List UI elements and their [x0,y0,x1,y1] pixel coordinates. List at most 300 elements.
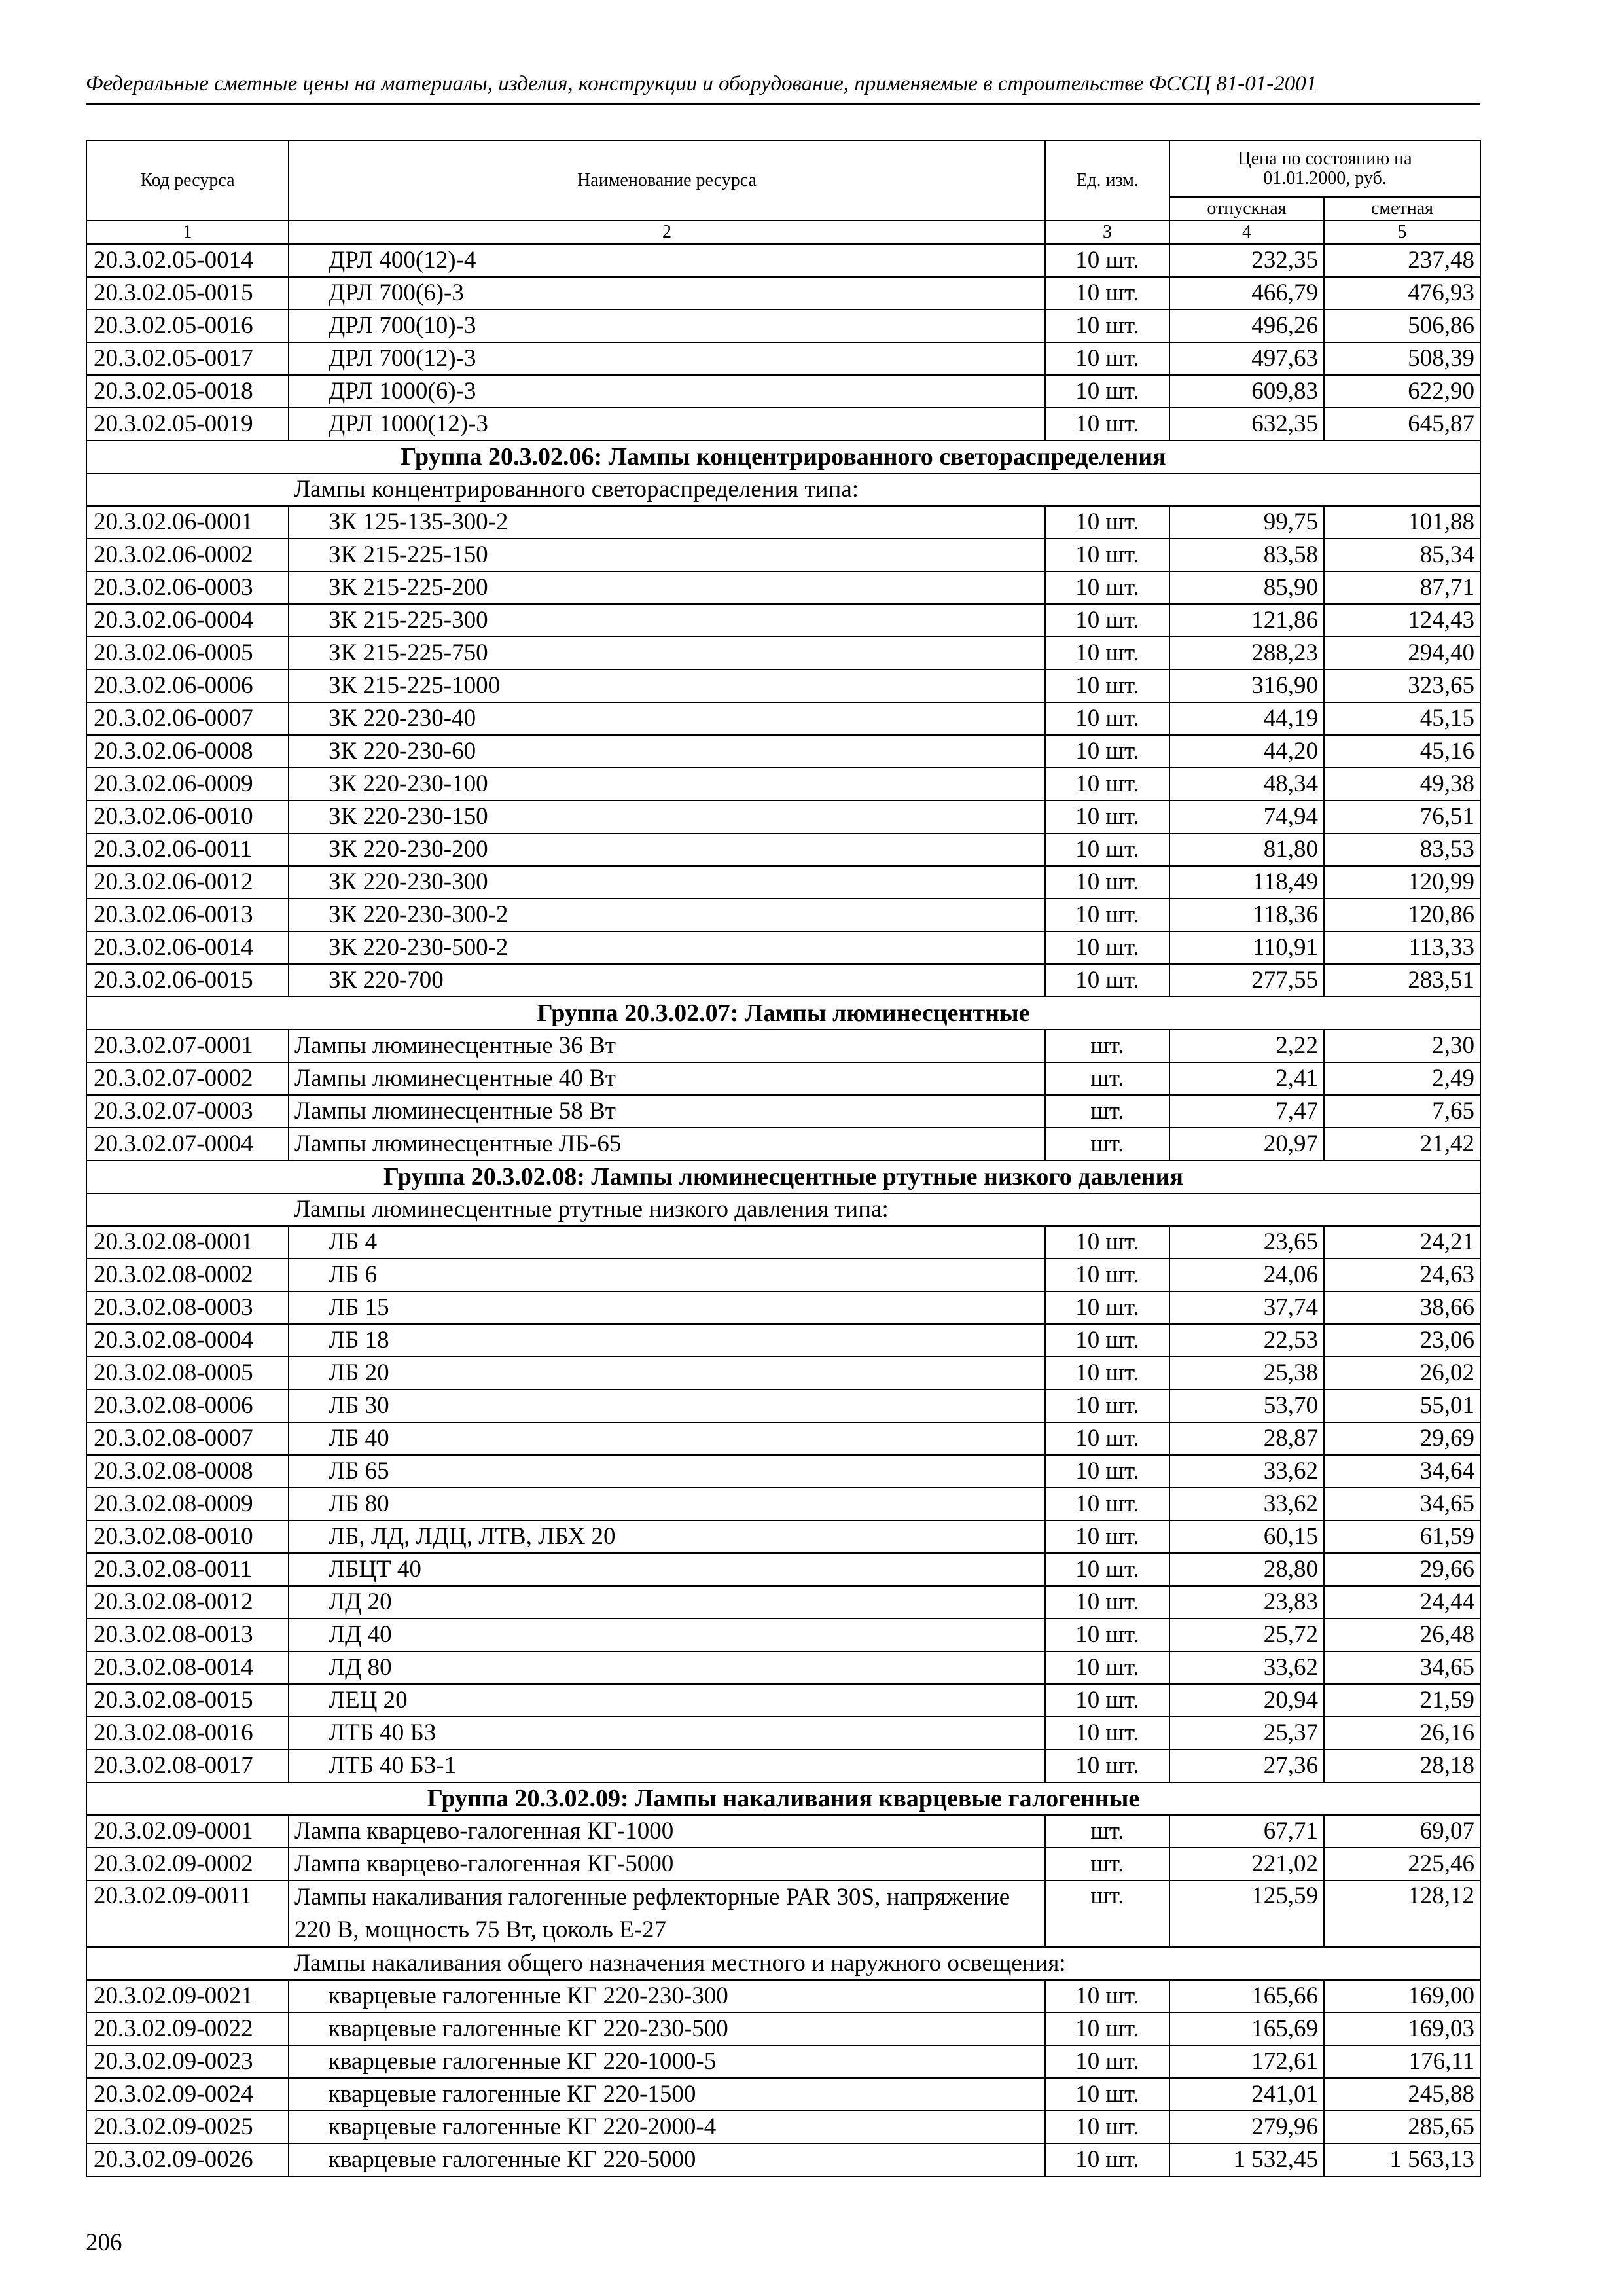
table-row [86,1390,1480,1422]
header-rule [86,103,1480,105]
resource-name: ЛБ, ЛД, ЛДЦ, ЛТВ, ЛБХ 20 [289,1520,1045,1553]
unit: 10 шт. [1045,244,1169,277]
price-estimate: 34,65 [1324,1488,1480,1520]
resource-name: ЗК 220-230-40 [289,702,1045,735]
table-row [86,1520,1480,1553]
resource-name: ЗК 125-135-300-2 [289,506,1045,539]
unit: 10 шт. [1045,702,1169,735]
resource-code: 20.3.02.08-0003 [86,1291,289,1324]
resource-name: кварцевые галогенные КГ 220-1500 [289,2078,1045,2111]
price-release: 25,37 [1169,1717,1324,1749]
unit: 10 шт. [1045,310,1169,342]
unit: 10 шт. [1045,1455,1169,1488]
price-estimate: 283,51 [1324,964,1480,997]
group-heading-row [86,440,1480,473]
resource-code: 20.3.02.06-0006 [86,670,289,702]
subheading-row [86,1193,1480,1226]
price-estimate: 26,48 [1324,1619,1480,1651]
unit: 10 шт. [1045,931,1169,964]
price-estimate: 61,59 [1324,1520,1480,1553]
header-price: Цена по состоянию на 01.01.2000, руб. [1169,141,1480,197]
unit: 10 шт. [1045,768,1169,800]
unit: 10 шт. [1045,1586,1169,1619]
resource-name: ЛБ 30 [289,1390,1045,1422]
price-estimate: 34,64 [1324,1455,1480,1488]
resource-code: 20.3.02.09-0025 [86,2111,289,2144]
price-estimate: 29,66 [1324,1553,1480,1586]
price-release: 20,97 [1169,1128,1324,1160]
table-row [86,1030,1480,1062]
price-release: 85,90 [1169,571,1324,604]
resource-code: 20.3.02.05-0015 [86,277,289,310]
unit: шт. [1045,1062,1169,1095]
price-release: 110,91 [1169,931,1324,964]
price-release: 25,38 [1169,1357,1324,1390]
running-head: Федеральные сметные цены на материалы, изделия, конструкции и оборудование, применяемые в строительстве ФССЦ 81-01-2001 [86,72,1317,96]
table-row [86,1619,1480,1651]
unit: шт. [1045,1030,1169,1062]
group-heading: Группа 20.3.02.07: Лампы люминесцентные [86,997,1480,1030]
price-release: 23,65 [1169,1226,1324,1259]
resource-code: 20.3.02.09-0022 [86,2013,289,2045]
unit: 10 шт. [1045,1717,1169,1749]
resource-name: ЗК 215-225-150 [289,539,1045,571]
price-release: 1 532,45 [1169,2144,1324,2176]
price-estimate: 69,07 [1324,1815,1480,1848]
resource-name: Лампы люминесцентные ЛБ-65 [289,1128,1045,1160]
table-row [86,702,1480,735]
resource-code: 20.3.02.08-0007 [86,1422,289,1455]
table-row [86,768,1480,800]
unit: 10 шт. [1045,1259,1169,1291]
price-release: 99,75 [1169,506,1324,539]
unit: 10 шт. [1045,1324,1169,1357]
table-row [86,310,1480,342]
unit: 10 шт. [1045,506,1169,539]
table-row [86,1980,1480,2013]
unit: 10 шт. [1045,342,1169,375]
price-release: 118,36 [1169,899,1324,931]
resource-code: 20.3.02.08-0006 [86,1390,289,1422]
price-release: 165,69 [1169,2013,1324,2045]
price-release: 33,62 [1169,1651,1324,1684]
resource-name: ЗК 215-225-750 [289,637,1045,670]
unit: 10 шт. [1045,277,1169,310]
resource-code: 20.3.02.08-0015 [86,1684,289,1717]
unit: 10 шт. [1045,2013,1169,2045]
resource-name: ЛД 40 [289,1619,1045,1651]
resource-code: 20.3.02.06-0001 [86,506,289,539]
price-release: 125,59 [1169,1880,1324,1947]
price-estimate: 176,11 [1324,2045,1480,2078]
unit: 10 шт. [1045,1684,1169,1717]
price-estimate: 24,21 [1324,1226,1480,1259]
col-number: 4 [1169,221,1324,244]
table-row [86,1488,1480,1520]
table-body [86,244,1480,2176]
group-heading: Группа 20.3.02.06: Лампы концентрированного светораспределения [86,440,1480,473]
resource-code: 20.3.02.08-0013 [86,1619,289,1651]
resource-name: Лампа кварцево-галогенная КГ-1000 [289,1815,1045,1848]
table-row [86,1684,1480,1717]
resource-name: ЛД 80 [289,1651,1045,1684]
table-row [86,277,1480,310]
resource-code: 20.3.02.08-0005 [86,1357,289,1390]
table-row [86,506,1480,539]
resource-name: ЗК 220-230-300 [289,866,1045,899]
unit: 10 шт. [1045,604,1169,637]
unit: 10 шт. [1045,1390,1169,1422]
resource-name: ЛТБ 40 БЗ [289,1717,1045,1749]
resource-code: 20.3.02.08-0017 [86,1749,289,1782]
price-release: 22,53 [1169,1324,1324,1357]
price-release: 288,23 [1169,637,1324,670]
resource-name: ДРЛ 1000(6)-3 [289,375,1045,408]
resource-code: 20.3.02.08-0008 [86,1455,289,1488]
unit: 10 шт. [1045,800,1169,833]
price-release: 48,34 [1169,768,1324,800]
table-row [86,1128,1480,1160]
table-row [86,2111,1480,2144]
table-row [86,1553,1480,1586]
table-row [86,1324,1480,1357]
subheading: Лампы люминесцентные ртутные низкого давления типа: [86,1193,1480,1226]
unit: шт. [1045,1880,1169,1947]
table-row [86,866,1480,899]
group-heading: Группа 20.3.02.09: Лампы накаливания кварцевые галогенные [86,1782,1480,1815]
price-estimate: 323,65 [1324,670,1480,702]
price-estimate: 23,06 [1324,1324,1480,1357]
table-row [86,1291,1480,1324]
price-release: 33,62 [1169,1455,1324,1488]
resource-code: 20.3.02.08-0004 [86,1324,289,1357]
price-release: 28,87 [1169,1422,1324,1455]
table-row [86,1651,1480,1684]
resource-code: 20.3.02.06-0010 [86,800,289,833]
unit: 10 шт. [1045,866,1169,899]
price-release: 81,80 [1169,833,1324,866]
price-release: 53,70 [1169,1390,1324,1422]
header-price-release: отпускная [1169,197,1324,221]
unit: 10 шт. [1045,2111,1169,2144]
resource-name: ДРЛ 1000(12)-3 [289,408,1045,440]
resource-name: ДРЛ 700(6)-3 [289,277,1045,310]
price-estimate: 113,33 [1324,931,1480,964]
resource-name: Лампы люминесцентные 36 Вт [289,1030,1045,1062]
table-row [86,571,1480,604]
page-number: 206 [86,2229,122,2256]
resource-name: ЗК 215-225-300 [289,604,1045,637]
price-estimate: 1 563,13 [1324,2144,1480,2176]
unit: шт. [1045,1095,1169,1128]
price-release: 7,47 [1169,1095,1324,1128]
price-release: 609,83 [1169,375,1324,408]
table-row [86,2013,1480,2045]
price-release: 2,22 [1169,1030,1324,1062]
unit: шт. [1045,1128,1169,1160]
price-release: 44,20 [1169,735,1324,768]
unit: 10 шт. [1045,1520,1169,1553]
price-estimate: 476,93 [1324,277,1480,310]
resource-code: 20.3.02.06-0003 [86,571,289,604]
price-release: 60,15 [1169,1520,1324,1553]
price-estimate: 169,00 [1324,1980,1480,2013]
resource-code: 20.3.02.09-0026 [86,2144,289,2176]
resource-code: 20.3.02.09-0002 [86,1848,289,1880]
header-unit: Ед. изм. [1045,141,1169,221]
price-release: 33,62 [1169,1488,1324,1520]
table-row [86,375,1480,408]
table-row [86,931,1480,964]
price-estimate: 124,43 [1324,604,1480,637]
resource-name: ЗК 215-225-1000 [289,670,1045,702]
price-estimate: 645,87 [1324,408,1480,440]
price-estimate: 225,46 [1324,1848,1480,1880]
price-estimate: 622,90 [1324,375,1480,408]
price-release: 67,71 [1169,1815,1324,1848]
subheading-row [86,473,1480,506]
col-number: 3 [1045,221,1169,244]
price-estimate: 83,53 [1324,833,1480,866]
price-release: 74,94 [1169,800,1324,833]
resource-code: 20.3.02.08-0016 [86,1717,289,1749]
unit: 10 шт. [1045,1651,1169,1684]
col-number: 2 [289,221,1045,244]
resource-code: 20.3.02.06-0013 [86,899,289,931]
price-estimate: 21,59 [1324,1684,1480,1717]
unit: 10 шт. [1045,833,1169,866]
price-release: 279,96 [1169,2111,1324,2144]
unit: 10 шт. [1045,375,1169,408]
price-estimate: 21,42 [1324,1128,1480,1160]
unit: 10 шт. [1045,1749,1169,1782]
resource-code: 20.3.02.06-0011 [86,833,289,866]
table-row [86,604,1480,637]
resource-code: 20.3.02.06-0014 [86,931,289,964]
resource-name: ЗК 220-230-300-2 [289,899,1045,931]
price-release: 466,79 [1169,277,1324,310]
price-estimate: 294,40 [1324,637,1480,670]
price-estimate: 38,66 [1324,1291,1480,1324]
resource-code: 20.3.02.05-0019 [86,408,289,440]
unit: 10 шт. [1045,539,1169,571]
price-estimate: 45,15 [1324,702,1480,735]
price-estimate: 85,34 [1324,539,1480,571]
subheading-row [86,1947,1480,1980]
resource-name: ЛБ 18 [289,1324,1045,1357]
price-release: 118,49 [1169,866,1324,899]
price-release: 27,36 [1169,1749,1324,1782]
price-release: 20,94 [1169,1684,1324,1717]
resource-code: 20.3.02.05-0016 [86,310,289,342]
resource-name: ЛБ 4 [289,1226,1045,1259]
resource-code: 20.3.02.05-0014 [86,244,289,277]
table-row [86,408,1480,440]
price-release: 496,26 [1169,310,1324,342]
price-estimate: 76,51 [1324,800,1480,833]
unit: 10 шт. [1045,670,1169,702]
table-row [86,1455,1480,1488]
resource-code: 20.3.02.06-0015 [86,964,289,997]
unit: 10 шт. [1045,2045,1169,2078]
price-release: 25,72 [1169,1619,1324,1651]
table-row [86,1880,1480,1947]
resource-name: ЛБ 40 [289,1422,1045,1455]
group-heading: Группа 20.3.02.08: Лампы люминесцентные ртутные низкого давления [86,1160,1480,1193]
resource-code: 20.3.02.08-0009 [86,1488,289,1520]
price-estimate: 26,16 [1324,1717,1480,1749]
price-release: 221,02 [1169,1848,1324,1880]
resource-code: 20.3.02.08-0002 [86,1259,289,1291]
col-number: 5 [1324,221,1480,244]
price-estimate: 245,88 [1324,2078,1480,2111]
table-row [86,800,1480,833]
unit: 10 шт. [1045,1980,1169,2013]
resource-name: ЛБ 80 [289,1488,1045,1520]
price-release: 83,58 [1169,539,1324,571]
price-release: 23,83 [1169,1586,1324,1619]
resource-code: 20.3.02.06-0002 [86,539,289,571]
price-estimate: 101,88 [1324,506,1480,539]
resource-name: кварцевые галогенные КГ 220-230-500 [289,2013,1045,2045]
price-estimate: 24,63 [1324,1259,1480,1291]
resource-code: 20.3.02.06-0007 [86,702,289,735]
resource-name: ЛБ 65 [289,1455,1045,1488]
unit: 10 шт. [1045,964,1169,997]
resource-name: ЛБ 6 [289,1259,1045,1291]
table-row [86,1717,1480,1749]
table-row [86,1848,1480,1880]
resource-name: ЗК 220-700 [289,964,1045,997]
price-estimate: 24,44 [1324,1586,1480,1619]
unit: 10 шт. [1045,1619,1169,1651]
resource-name: ЗК 220-230-60 [289,735,1045,768]
resource-name: Лампа кварцево-галогенная КГ-5000 [289,1848,1045,1880]
price-estimate: 169,03 [1324,2013,1480,2045]
unit: 10 шт. [1045,2144,1169,2176]
resource-name: кварцевые галогенные КГ 220-1000-5 [289,2045,1045,2078]
resource-code: 20.3.02.07-0003 [86,1095,289,1128]
price-release: 632,35 [1169,408,1324,440]
table-row [86,1749,1480,1782]
table-row [86,1095,1480,1128]
price-estimate: 128,12 [1324,1880,1480,1947]
subheading: Лампы накаливания общего назначения местного и наружного освещения: [86,1947,1480,1980]
header-code: Код ресурса [86,141,289,221]
header-name: Наименование ресурса [289,141,1045,221]
group-heading-row [86,1160,1480,1193]
group-heading-row [86,997,1480,1030]
resource-code: 20.3.02.05-0018 [86,375,289,408]
resource-code: 20.3.02.09-0024 [86,2078,289,2111]
table-row [86,735,1480,768]
price-estimate: 34,65 [1324,1651,1480,1684]
unit: 10 шт. [1045,1357,1169,1390]
table-row [86,833,1480,866]
unit: 10 шт. [1045,408,1169,440]
resource-name: ЛЕЦ 20 [289,1684,1045,1717]
group-heading-row [86,1782,1480,1815]
resource-name: Лампы люминесцентные 40 Вт [289,1062,1045,1095]
unit: 10 шт. [1045,1291,1169,1324]
price-estimate: 285,65 [1324,2111,1480,2144]
resource-code: 20.3.02.06-0004 [86,604,289,637]
table-row [86,637,1480,670]
unit: 10 шт. [1045,571,1169,604]
table-row [86,2045,1480,2078]
resource-name: ЗК 215-225-200 [289,571,1045,604]
table-row [86,1259,1480,1291]
resource-code: 20.3.02.07-0001 [86,1030,289,1062]
resource-code: 20.3.02.08-0012 [86,1586,289,1619]
unit: 10 шт. [1045,637,1169,670]
price-release: 232,35 [1169,244,1324,277]
resource-code: 20.3.02.09-0011 [86,1880,289,1947]
unit: 10 шт. [1045,1488,1169,1520]
unit: шт. [1045,1848,1169,1880]
price-release: 24,06 [1169,1259,1324,1291]
price-estimate: 508,39 [1324,342,1480,375]
price-release: 277,55 [1169,964,1324,997]
resource-code: 20.3.02.06-0012 [86,866,289,899]
table-row [86,1586,1480,1619]
price-release: 172,61 [1169,2045,1324,2078]
unit: 10 шт. [1045,1422,1169,1455]
resource-code: 20.3.02.07-0004 [86,1128,289,1160]
header-price-estimate: сметная [1324,197,1480,221]
resource-name: кварцевые галогенные КГ 220-5000 [289,2144,1045,2176]
table-row [86,2144,1480,2176]
price-estimate: 26,02 [1324,1357,1480,1390]
price-estimate: 506,86 [1324,310,1480,342]
table-row [86,1357,1480,1390]
resource-name: ЗК 220-230-100 [289,768,1045,800]
price-estimate: 120,99 [1324,866,1480,899]
resource-code: 20.3.02.08-0011 [86,1553,289,1586]
unit: 10 шт. [1045,1226,1169,1259]
price-estimate: 7,65 [1324,1095,1480,1128]
price-release: 44,19 [1169,702,1324,735]
price-release: 28,80 [1169,1553,1324,1586]
table-row [86,964,1480,997]
resource-name: Лампы накаливания галогенные рефлекторные PAR 30S, напряжение 220 В, мощность 75 Вт, цоколь Е-27 [289,1880,1045,1947]
resource-name: ЛД 20 [289,1586,1045,1619]
resource-name: ЛБЦТ 40 [289,1553,1045,1586]
table-row [86,244,1480,277]
resource-code: 20.3.02.07-0002 [86,1062,289,1095]
price-release: 37,74 [1169,1291,1324,1324]
price-release: 241,01 [1169,2078,1324,2111]
resource-name: ЛБ 15 [289,1291,1045,1324]
resource-name: ЗК 220-230-200 [289,833,1045,866]
col-number: 1 [86,221,289,244]
table-row [86,1062,1480,1095]
resource-code: 20.3.02.08-0010 [86,1520,289,1553]
unit: 10 шт. [1045,735,1169,768]
resource-code: 20.3.02.05-0017 [86,342,289,375]
table-row [86,2078,1480,2111]
resource-name: ДРЛ 400(12)-4 [289,244,1045,277]
resource-name: кварцевые галогенные КГ 220-2000-4 [289,2111,1045,2144]
resource-code: 20.3.02.06-0008 [86,735,289,768]
table-row [86,1815,1480,1848]
resource-name: ЗК 220-230-500-2 [289,931,1045,964]
table-row [86,539,1480,571]
resource-code: 20.3.02.08-0001 [86,1226,289,1259]
resource-name: ЛТБ 40 БЗ-1 [289,1749,1045,1782]
resource-name: ЛБ 20 [289,1357,1045,1390]
resource-code: 20.3.02.08-0014 [86,1651,289,1684]
